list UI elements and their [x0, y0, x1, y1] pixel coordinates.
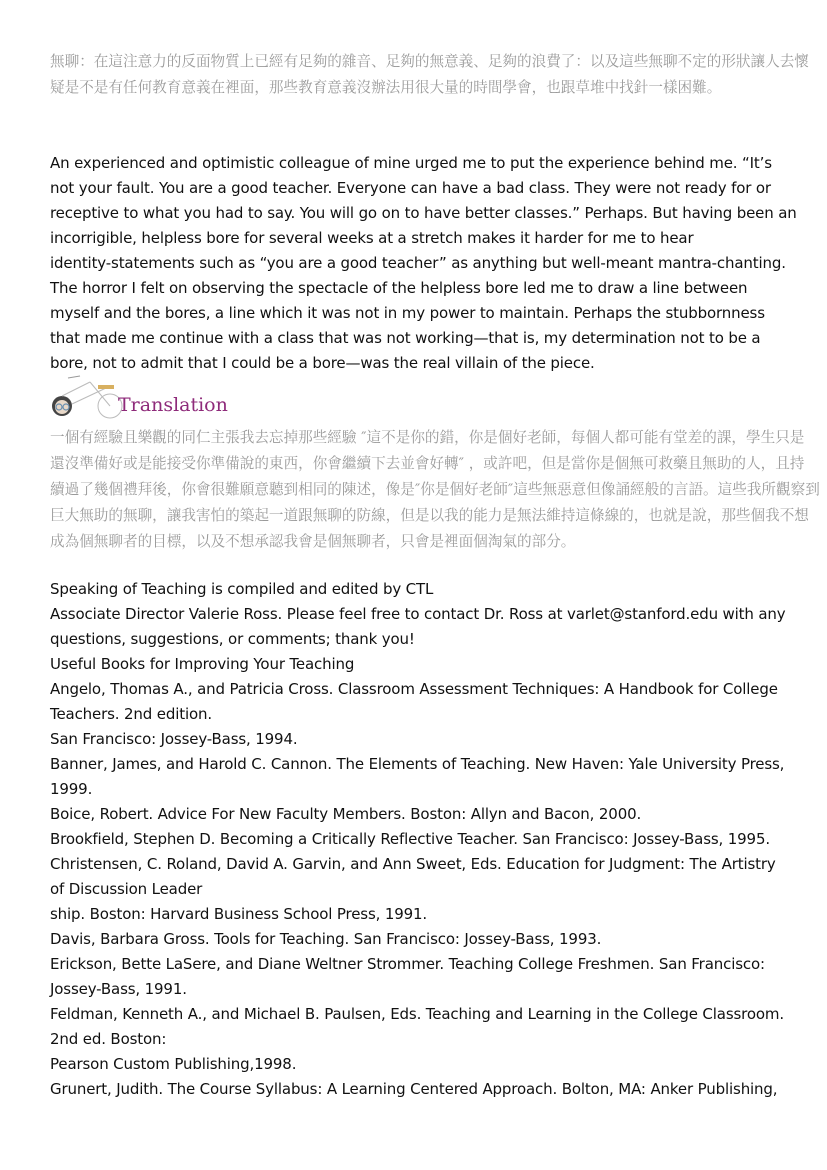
credits-line: questions, suggestions, or comments; thank you! — [50, 630, 415, 648]
reference-line: Pearson Custom Publishing,1998. — [50, 1055, 297, 1073]
chinese-intro-paragraph — [50, 49, 809, 101]
reference-line: 1999. — [50, 780, 93, 798]
text-line: myself and the bores, a line which it was not in my power to maintain. Perhaps the stubbornness — [50, 304, 765, 322]
text-line: The horror I felt on observing the spectacle of the helpless bore led me to draw a line between — [50, 279, 748, 297]
credits-line: Speaking of Teaching is compiled and edited by CTL — [50, 580, 434, 598]
text-line: 還沒準備好或是能接受你準備說的東西，你會繼續下去並會好轉″ ，或許吧，但是當你是個無可救藥且無助的人，且持 — [50, 455, 805, 472]
reference-line: Grunert, Judith. The Course Syllabus: A Learning Centered Approach. Bolton, MA: Anker Publishing, — [50, 1080, 778, 1098]
reference-line: Davis, Barbara Gross. Tools for Teaching. San Francisco: Jossey-Bass, 1993. — [50, 930, 602, 948]
text-line: 巨大無助的無聊，讓我害怕的築起一道跟無聊的防線，但是以我的能力是無法維持這條線的，也就是說，那些個我不想 — [50, 507, 809, 524]
text-line: An experienced and optimistic colleague of mine urged me to put the experience behind me. “It’s — [50, 154, 772, 172]
reference-line: 2nd ed. Boston: — [50, 1030, 167, 1048]
reference-line: Jossey-Bass, 1991. — [50, 980, 187, 998]
text-line: 成為個無聊者的目標，以及不想承認我會是個無聊者，只會是裡面個淘氣的部分。 — [50, 533, 576, 550]
reference-line: Banner, James, and Harold C. Cannon. The Elements of Teaching. New Haven: Yale University Press, — [50, 755, 785, 773]
reference-line: Angelo, Thomas A., and Patricia Cross. Classroom Assessment Techniques: A Handbook for College — [50, 680, 778, 698]
translation-label: Translation — [118, 394, 228, 416]
reference-line: San Francisco: Jossey-Bass, 1994. — [50, 730, 298, 748]
reference-line: ship. Boston: Harvard Business School Press, 1991. — [50, 905, 428, 923]
text-line: identity-statements such as “you are a good teacher” as anything but well-meant mantra-chanting. — [50, 254, 786, 272]
reference-line: Boice, Robert. Advice For New Faculty Members. Boston: Allyn and Bacon, 2000. — [50, 805, 642, 823]
section-heading: Useful Books for Improving Your Teaching — [50, 655, 355, 673]
text-line: 無聊：在這注意力的反面物質上已經有足夠的雜音、足夠的無意義、足夠的浪費了：以及這些無聊不定的形狀讓人去懷 — [50, 53, 809, 70]
text-line: 續過了幾個禮拜後，你會很難願意聽到相同的陳述，像是″你是個好老師″這些無惡意但像誦經般的言語。這些我所觀察到 — [50, 481, 820, 498]
reference-line: Teachers. 2nd edition. — [50, 705, 212, 723]
chinese-translation-paragraph — [50, 425, 820, 555]
reference-line: Erickson, Bette LaSere, and Diane Weltner Strommer. Teaching College Freshmen. San Francisco: — [50, 955, 765, 973]
text-line: bore, not to admit that I could be a bore—was the real villain of the piece. — [50, 354, 595, 372]
translation-logo — [50, 374, 228, 422]
text-line: incorrigible, helpless bore for several weeks at a stretch makes it harder for me to hear — [50, 229, 694, 247]
english-paragraph — [50, 151, 797, 376]
text-line: receptive to what you had to say. You will go on to have better classes.” Perhaps. But having been an — [50, 204, 797, 222]
reference-line: Feldman, Kenneth A., and Michael B. Paulsen, Eds. Teaching and Learning in the College Classroom. — [50, 1005, 784, 1023]
references-section — [50, 577, 786, 1102]
text-line: that made me continue with a class that was not working—that is, my determination not to be a — [50, 329, 761, 347]
reference-line: Brookfield, Stephen D. Becoming a Critically Reflective Teacher. San Francisco: Jossey-Bass, 1995. — [50, 830, 770, 848]
credits-line: Associate Director Valerie Ross. Please feel free to contact Dr. Ross at varlet@stanford.edu with any — [50, 605, 786, 623]
reference-line: Christensen, C. Roland, David A. Garvin, and Ann Sweet, Eds. Education for Judgment: The Artistry — [50, 855, 776, 873]
reference-line: of Discussion Leader — [50, 880, 203, 898]
text-line: 疑是不是有任何教育意義在裡面，那些教育意義沒辦法用很大量的時間學會，也跟草堆中找針一樣困難。 — [50, 79, 722, 96]
text-line: not your fault. You are a good teacher. Everyone can have a bad class. They were not ready for or — [50, 179, 771, 197]
text-line: 一個有經驗且樂觀的同仁主張我去忘掉那些經驗 ″這不是你的錯，你是個好老師，每個人都可能有堂差的課，學生只是 — [50, 429, 805, 446]
